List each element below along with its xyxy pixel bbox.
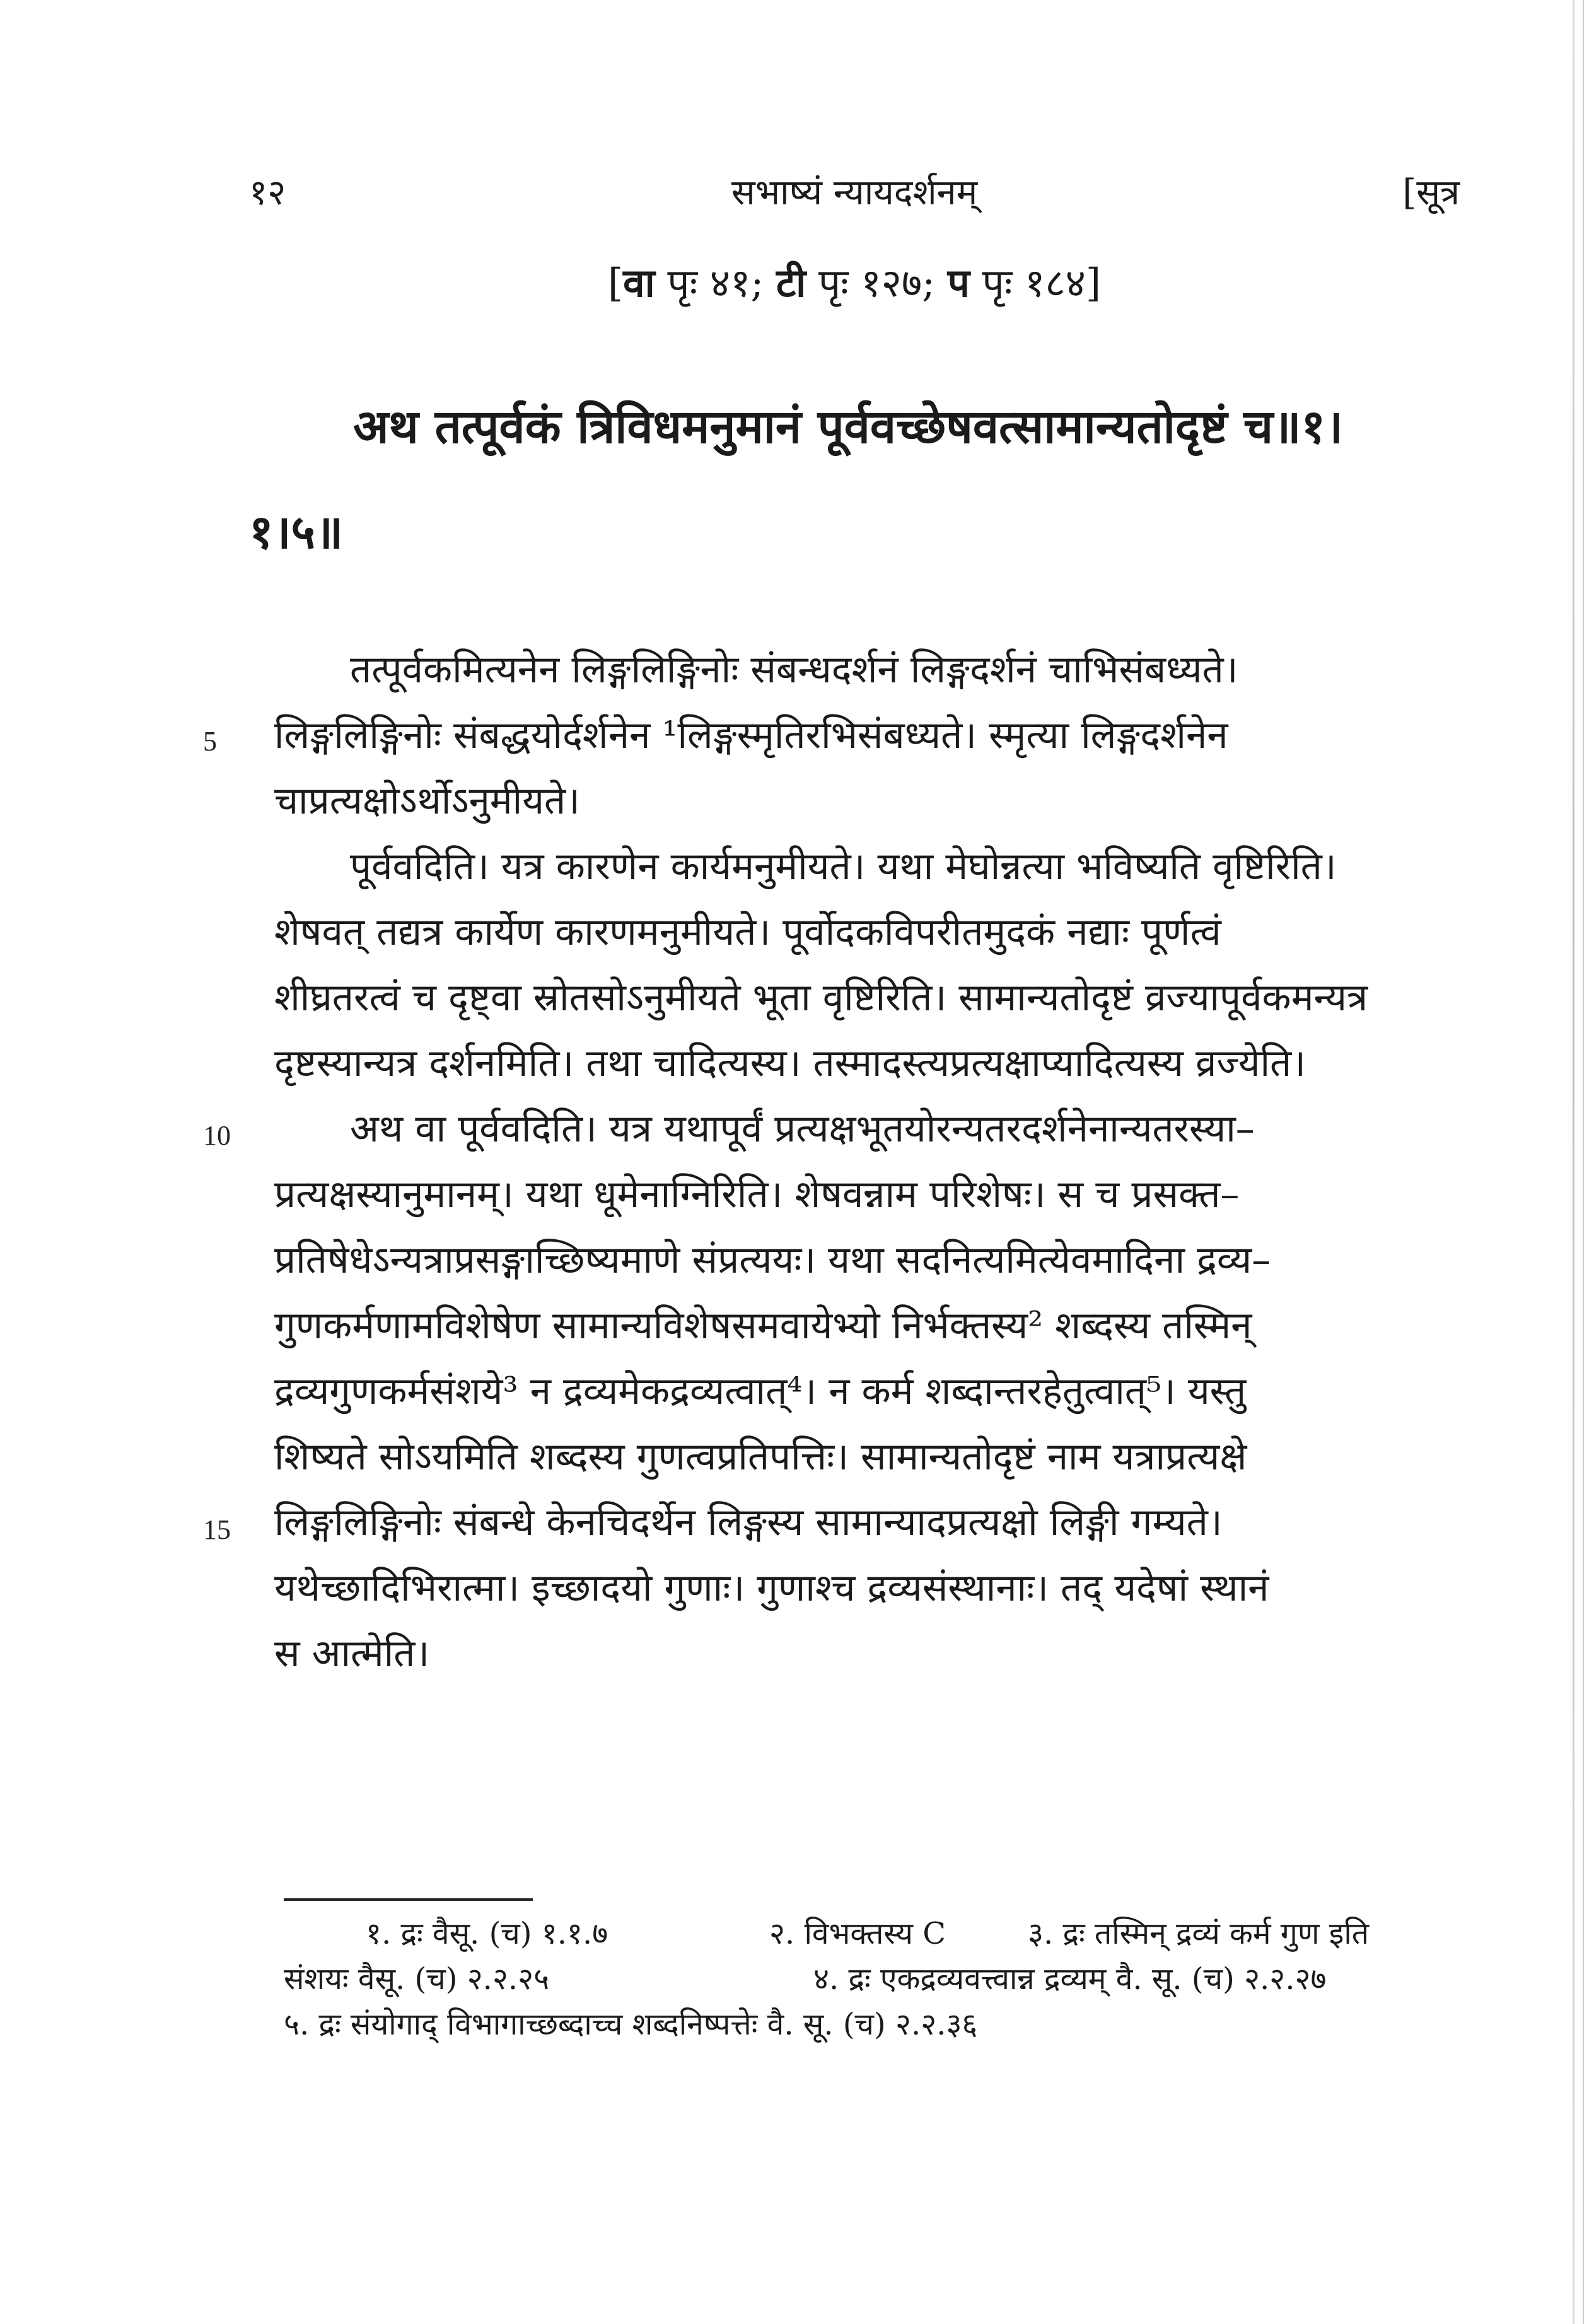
ref-va-page: पृः ४१; [654, 260, 764, 306]
text-line: तत्पूर्वकमित्यनेन लिङ्गलिङ्गिनोः संबन्धदर्शनं लिङ्गदर्शनं चाभिसंबध्यते। [350, 648, 1238, 692]
text-line: अथ वा पूर्ववदिति। यत्र यथापूर्वं प्रत्यक्षभूतयोरन्यतरदर्शनेनान्यतरस्या– [350, 1107, 1255, 1151]
ref-open-bracket: [ [607, 260, 624, 306]
footnote-5: ५. द्रः संयोगाद् विभागाच्छब्दाच्च शब्दनिष्पत्तेः वै. सू. (च) २.२.३६ [284, 2007, 978, 2042]
sutra-number: १।५॥ [249, 505, 344, 559]
commentary-body [274, 637, 1460, 1686]
footnote-rule [284, 1898, 533, 1901]
text-line: दृष्टस्यान्यत्र दर्शनमिति। तथा चादित्यस्य। तस्मादस्त्यप्रत्यक्षाप्यादित्यस्य व्रज्येति। [274, 1041, 1306, 1085]
text-line: प्रत्यक्षस्यानुमानम्। यथा धूमेनाग्निरिति। शेषवन्नाम परिशेषः। स च प्रसक्त– [274, 1172, 1240, 1217]
ref-pa: प [947, 260, 970, 306]
footnote-3: ३. द्रः तस्मिन् द्रव्यं कर्म गुण इति [1028, 1916, 1370, 1951]
section-label: [सूत्र [1402, 172, 1460, 213]
running-head [249, 167, 1460, 218]
sutra-text: अथ तत्पूर्वकं त्रिविधमनुमानं पूर्ववच्छेषवत्सामान्यतोदृष्टं च॥१। [353, 400, 1344, 454]
text-line: स आत्मेति। [274, 1632, 430, 1676]
text-line: शेषवत् तद्यत्र कार्येण कारणमनुमीयते। पूर्वोदकविपरीतमुदकं नद्याः पूर्णत्वं [274, 910, 1221, 954]
line-number-5: 5 [203, 726, 217, 757]
ref-pa-page: पृः १८४ [969, 260, 1086, 306]
text-line: लिङ्गलिङ्गिनोः संबन्धे केनचिदर्थेन लिङ्गस्य सामान्यादप्रत्यक्षो लिङ्गी गम्यते। [274, 1500, 1223, 1544]
footnote-2: २. विभक्तस्य C [769, 1916, 946, 1951]
ref-close-bracket: ] [1085, 260, 1102, 306]
text-line: शीघ्रतरत्वं च दृष्ट्वा स्रोतसोऽनुमीयते भूता वृष्टिरिति। सामान्यतोदृष्टं व्रज्यापूर्वकमन्यत्र [274, 976, 1368, 1020]
running-title: सभाष्यं न्यायदर्शनम् [731, 172, 978, 213]
text-line: द्रव्यगुणकर्मसंशये³ न द्रव्यमेकद्रव्यत्वात्⁴। न कर्म शब्दान्तरहेतुत्वात्⁵। यस्तु [274, 1369, 1247, 1413]
text-line: शिष्यते सोऽयमिति शब्दस्य गुणत्वप्रतिपत्तिः। सामान्यतोदृष्टं नाम यत्राप्रत्यक्षे [274, 1435, 1247, 1479]
footnote-1: १. द्रः वैसू. (च) १.१.७ [366, 1916, 608, 1951]
line-number-15: 15 [203, 1514, 231, 1545]
ref-va: वा [623, 260, 655, 306]
text-line: लिङ्गलिङ्गिनोः संबद्धयोर्दर्शनेन ¹लिङ्गस्मृतिरभिसंबध्यते। स्मृत्या लिङ्गदर्शनेन [274, 713, 1228, 757]
page-number: १२ [249, 172, 286, 213]
text-line: गुणकर्मणामविशेषेण सामान्यविशेषसमवायेभ्यो निर्भक्तस्य² शब्दस्य तस्मिन् [274, 1304, 1252, 1348]
text-line: चाप्रत्यक्षोऽर्थोऽनुमीयते। [274, 779, 580, 823]
text-line: पूर्ववदिति। यत्र कारणेन कार्यमनुमीयते। यथा मेघोन्नत्या भविष्यति वृष्टिरिति। [350, 844, 1337, 889]
scan-edge-line [1573, 0, 1574, 2324]
text-line: यथेच्छादिभिरात्मा। इच्छादयो गुणाः। गुणाश्च द्रव्यसंस्थानाः। तद् यदेषां स्थानं [274, 1566, 1269, 1610]
footnotes [284, 1911, 1463, 2047]
ref-ti: टी [776, 260, 806, 306]
footnote-4: ४. द्रः एकद्रव्यवत्त्वान्न द्रव्यम् वै. सू. (च) २.२.२७ [813, 1961, 1327, 1997]
footnote-3-cont: संशयः वैसू. (च) २.२.२५ [284, 1961, 550, 1997]
reference-line [249, 255, 1460, 308]
scan-edge-line [1583, 0, 1584, 2324]
footnote-line [284, 1911, 1463, 1956]
text-line: प्रतिषेधेऽन्यत्राप्रसङ्गाच्छिष्यमाणे संप्रत्ययः। यथा सदनित्यमित्येवमादिना द्रव्य– [274, 1238, 1271, 1282]
line-number-10: 10 [203, 1120, 231, 1151]
footnote-line [284, 2002, 1463, 2047]
footnote-line [284, 1956, 1463, 2002]
ref-ti-page: पृः १२७; [806, 260, 936, 306]
